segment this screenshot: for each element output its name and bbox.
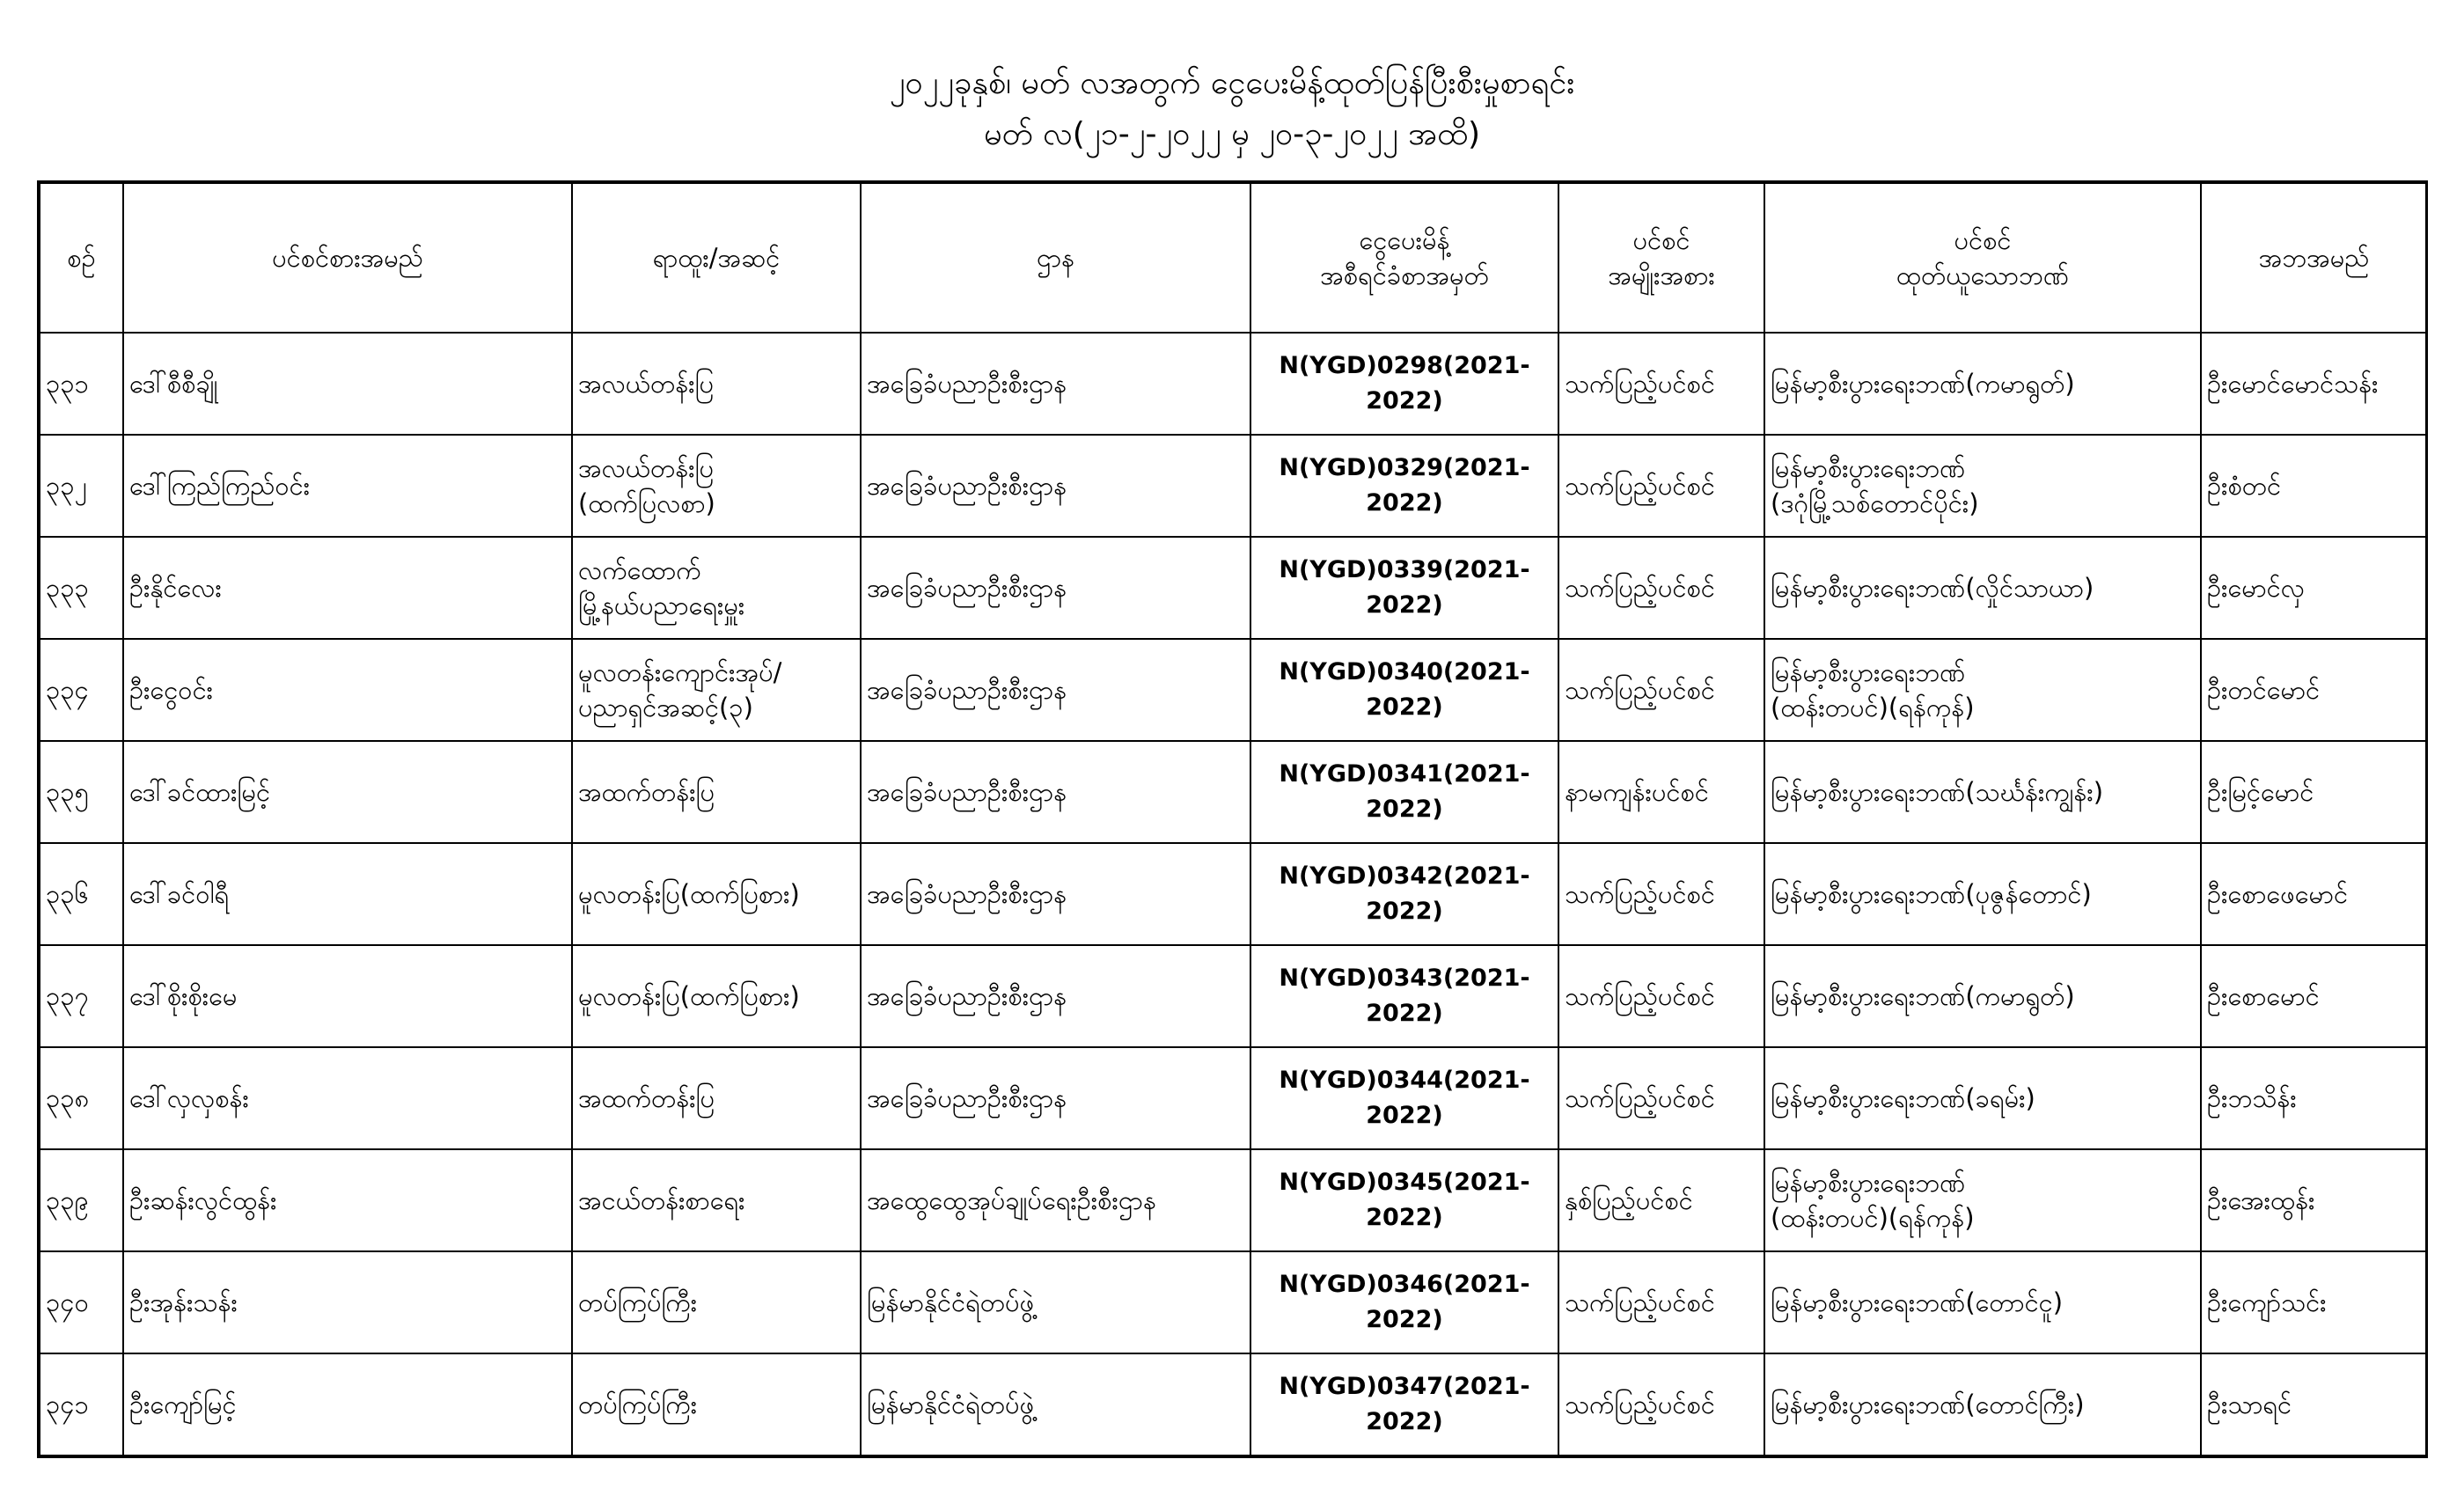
header-pension-type: ပင်စင် အမျိုးအစား [1558, 183, 1764, 333]
cell-rank: လက်ထောက် မြို့နယ်ပညာရေးမှူး [572, 537, 861, 639]
cell-bank: မြန်မာ့စီးပွားရေးဘဏ်(ကမာရွတ်) [1764, 333, 2201, 435]
header-report-number: ငွေပေးမိန့် အစီရင်ခံစာအမှတ် [1250, 183, 1558, 333]
cell-pension-type: သက်ပြည့်ပင်စင် [1558, 945, 1764, 1047]
cell-department: အခြေခံပညာဦးစီးဌာန [861, 1047, 1250, 1149]
cell-department: အခြေခံပညာဦးစီးဌာန [861, 741, 1250, 843]
cell-report-number: N(YGD)0344(2021-2022) [1250, 1047, 1558, 1149]
cell-rank: အလယ်တန်းပြ (ထက်ပြလစာ) [572, 435, 861, 537]
cell-serial: ၃၃၄ [40, 639, 123, 741]
cell-pensioner-name: ဒေါ်ခင်ထားမြင့် [123, 741, 572, 843]
cell-pensioner-name: ဦးကျော်မြင့် [123, 1353, 572, 1456]
cell-report-number: N(YGD)0340(2021-2022) [1250, 639, 1558, 741]
cell-department: မြန်မာနိုင်ငံရဲတပ်ဖွဲ့ [861, 1353, 1250, 1456]
table-body [40, 333, 2427, 1456]
header-bank: ပင်စင် ထုတ်ယူသောဘဏ် [1764, 183, 2201, 333]
table-row [40, 945, 2427, 1047]
table-header [40, 183, 2427, 333]
cell-bank: မြန်မာ့စီးပွားရေးဘဏ် (ဒဂုံမြို့သစ်တောင်ပိုင်း) [1764, 435, 2201, 537]
cell-bank: မြန်မာ့စီးပွားရေးဘဏ်(သင်္ဃန်းကျွန်း) [1764, 741, 2201, 843]
cell-pension-type: သက်ပြည့်ပင်စင် [1558, 1047, 1764, 1149]
cell-pension-type: သက်ပြည့်ပင်စင် [1558, 1251, 1764, 1353]
cell-serial: ၃၃၈ [40, 1047, 123, 1149]
cell-pensioner-name: ဒေါ်လှလှစန်း [123, 1047, 572, 1149]
header-department: ဌာန [861, 183, 1250, 333]
cell-report-number: N(YGD)0298(2021-2022) [1250, 333, 1558, 435]
cell-serial: ၃၃၃ [40, 537, 123, 639]
cell-bank: မြန်မာ့စီးပွားရေးဘဏ်(ခရမ်း) [1764, 1047, 2201, 1149]
cell-father-name: ဦးသာရင် [2201, 1353, 2427, 1456]
cell-pensioner-name: ဒေါ်စီစီချို [123, 333, 572, 435]
cell-report-number: N(YGD)0329(2021-2022) [1250, 435, 1558, 537]
cell-report-number: N(YGD)0339(2021-2022) [1250, 537, 1558, 639]
header-rank: ရာထူး/အဆင့် [572, 183, 861, 333]
cell-bank: မြန်မာ့စီးပွားရေးဘဏ် (ထန်းတပင်)(ရန်ကုန်) [1764, 1149, 2201, 1251]
cell-bank: မြန်မာ့စီးပွားရေးဘဏ် (ထန်းတပင်)(ရန်ကုန်) [1764, 639, 2201, 741]
cell-pension-type: နှစ်ပြည့်ပင်စင် [1558, 1149, 1764, 1251]
cell-report-number: N(YGD)0343(2021-2022) [1250, 945, 1558, 1047]
table-row [40, 741, 2427, 843]
cell-pensioner-name: ဒေါ်ကြည်ကြည်ဝင်း [123, 435, 572, 537]
cell-department: အထွေထွေအုပ်ချုပ်ရေးဦးစီးဌာန [861, 1149, 1250, 1251]
cell-rank: အငယ်တန်းစာရေး [572, 1149, 861, 1251]
cell-department: အခြေခံပညာဦးစီးဌာန [861, 843, 1250, 945]
table-row [40, 1353, 2427, 1456]
cell-pensioner-name: ဒေါ်စိုးစိုးမေ [123, 945, 572, 1047]
cell-serial: ၃၃၇ [40, 945, 123, 1047]
cell-report-number: N(YGD)0345(2021-2022) [1250, 1149, 1558, 1251]
cell-report-number: N(YGD)0342(2021-2022) [1250, 843, 1558, 945]
header-pensioner-name: ပင်စင်စားအမည် [123, 183, 572, 333]
table-row [40, 843, 2427, 945]
cell-father-name: ဦးကျော်သင်း [2201, 1251, 2427, 1353]
cell-rank: မူလတန်းကျောင်းအုပ်/ ပညာရှင်အဆင့်(၃) [572, 639, 861, 741]
cell-father-name: ဦးအေးထွန်း [2201, 1149, 2427, 1251]
cell-report-number: N(YGD)0346(2021-2022) [1250, 1251, 1558, 1353]
cell-serial: ၃၄၁ [40, 1353, 123, 1456]
cell-pension-type: နာမကျန်းပင်စင် [1558, 741, 1764, 843]
cell-pension-type: သက်ပြည့်ပင်စင် [1558, 537, 1764, 639]
document-subtitle-period: မတ် လ(၂၁-၂-၂၀၂၂ မှ ၂၀-၃-၂၀၂၂ အထိ) [983, 116, 1480, 152]
cell-father-name: ဦးစောမောင် [2201, 945, 2427, 1047]
cell-rank: တပ်ကြပ်ကြီး [572, 1251, 861, 1353]
cell-department: အခြေခံပညာဦးစီးဌာန [861, 435, 1250, 537]
pension-table [39, 182, 2428, 1456]
cell-pensioner-name: ဒေါ်ခင်ဝါရီ [123, 843, 572, 945]
cell-serial: ၃၃၁ [40, 333, 123, 435]
cell-father-name: ဦးစောဖေမောင် [2201, 843, 2427, 945]
cell-pensioner-name: ဦးအုန်းသန်း [123, 1251, 572, 1353]
cell-bank: မြန်မာ့စီးပွားရေးဘဏ်(ကမာရွတ်) [1764, 945, 2201, 1047]
cell-pension-type: သက်ပြည့်ပင်စင် [1558, 333, 1764, 435]
cell-department: အခြေခံပညာဦးစီးဌာန [861, 945, 1250, 1047]
header-row [40, 183, 2427, 333]
table-row [40, 1047, 2427, 1149]
table-row [40, 1149, 2427, 1251]
header-serial: စဉ် [40, 183, 123, 333]
cell-father-name: ဦးမောင်လှ [2201, 537, 2427, 639]
cell-serial: ၃၃၉ [40, 1149, 123, 1251]
cell-bank: မြန်မာ့စီးပွားရေးဘဏ်(တောင်ကြီး) [1764, 1353, 2201, 1456]
cell-serial: ၃၃၆ [40, 843, 123, 945]
cell-serial: ၃၃၅ [40, 741, 123, 843]
cell-pension-type: သက်ပြည့်ပင်စင် [1558, 843, 1764, 945]
table-row [40, 639, 2427, 741]
cell-report-number: N(YGD)0341(2021-2022) [1250, 741, 1558, 843]
cell-serial: ၃၄၀ [40, 1251, 123, 1353]
document-header [0, 58, 2464, 160]
cell-pension-type: သက်ပြည့်ပင်စင် [1558, 435, 1764, 537]
table-row [40, 537, 2427, 639]
cell-rank: အထက်တန်းပြ [572, 1047, 861, 1149]
cell-rank: အလယ်တန်းပြ [572, 333, 861, 435]
cell-father-name: ဦးစံတင် [2201, 435, 2427, 537]
cell-rank: မူလတန်းပြ(ထက်ပြစား) [572, 945, 861, 1047]
table-row [40, 435, 2427, 537]
cell-pensioner-name: ဦးဆန်းလွင်ထွန်း [123, 1149, 572, 1251]
cell-rank: အထက်တန်းပြ [572, 741, 861, 843]
cell-department: အခြေခံပညာဦးစီးဌာန [861, 333, 1250, 435]
cell-father-name: ဦးတင်မောင် [2201, 639, 2427, 741]
cell-pensioner-name: ဦးငွေဝင်း [123, 639, 572, 741]
cell-department: အခြေခံပညာဦးစီးဌာန [861, 537, 1250, 639]
cell-pension-type: သက်ပြည့်ပင်စင် [1558, 639, 1764, 741]
table-row [40, 1251, 2427, 1353]
cell-pension-type: သက်ပြည့်ပင်စင် [1558, 1353, 1764, 1456]
cell-bank: မြန်မာ့စီးပွားရေးဘဏ်(လှိုင်သာယာ) [1764, 537, 2201, 639]
cell-father-name: ဦးမြင့်မောင် [2201, 741, 2427, 843]
document-title: ၂၀၂၂ခုနှစ်၊ မတ် လအတွက် ငွေပေးမိန့်ထုတ်ပြန်ပြီးစီးမှုစာရင်း [889, 65, 1575, 101]
header-father-name: အဘအမည် [2201, 183, 2427, 333]
cell-rank: တပ်ကြပ်ကြီး [572, 1353, 861, 1456]
table-row [40, 333, 2427, 435]
cell-rank: မူလတန်းပြ(ထက်ပြစား) [572, 843, 861, 945]
cell-pensioner-name: ဦးနိုင်လေး [123, 537, 572, 639]
cell-report-number: N(YGD)0347(2021-2022) [1250, 1353, 1558, 1456]
cell-department: မြန်မာနိုင်ငံရဲတပ်ဖွဲ့ [861, 1251, 1250, 1353]
cell-department: အခြေခံပညာဦးစီးဌာန [861, 639, 1250, 741]
cell-bank: မြန်မာ့စီးပွားရေးဘဏ်(ပုဇွန်တောင်) [1764, 843, 2201, 945]
cell-bank: မြန်မာ့စီးပွားရေးဘဏ်(တောင်ငူ) [1764, 1251, 2201, 1353]
cell-father-name: ဦးဘသိန်း [2201, 1047, 2427, 1149]
cell-serial: ၃၃၂ [40, 435, 123, 537]
cell-father-name: ဦးမောင်မောင်သန်း [2201, 333, 2427, 435]
